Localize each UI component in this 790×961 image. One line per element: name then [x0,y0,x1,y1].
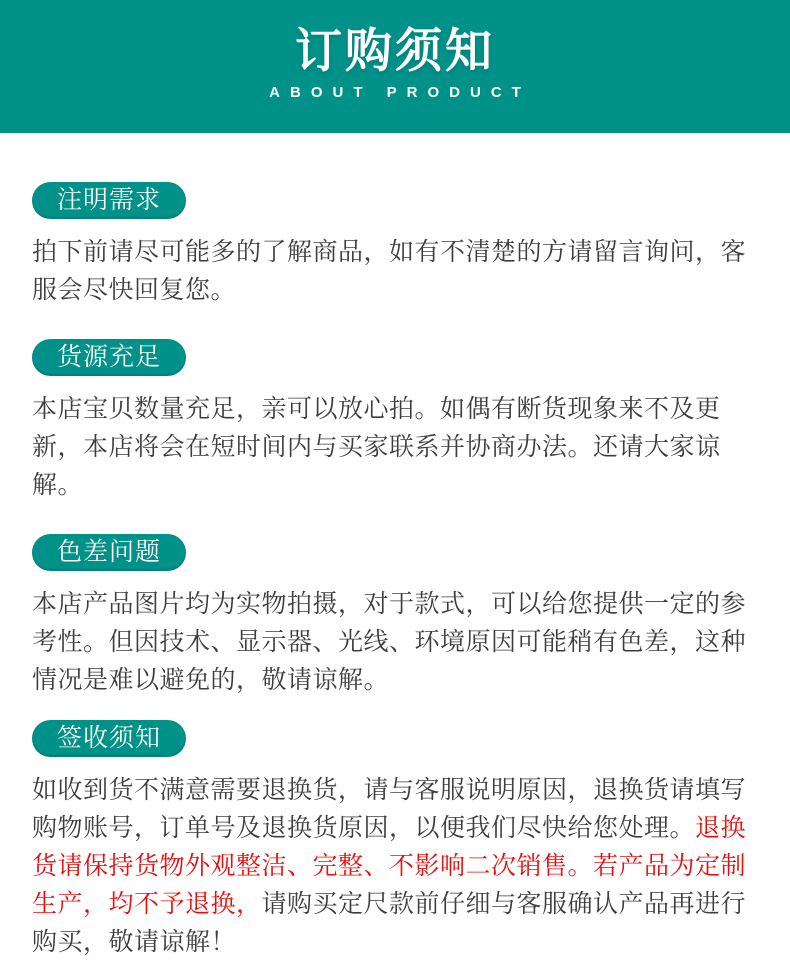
body-segment-warning: 退换货请保持货物外观整洁、完整、不影响二次销售。若产品为定制生产，均不予退换， [32,814,747,918]
body-segment-normal: 请购买定尺款前仔细与客服确认产品再进行购买，敬请谅解！ [32,890,747,956]
page-subtitle: ABOUT PRODUCT [269,84,531,101]
section-label-pill: 注明需求 [32,182,186,219]
notice-content [0,182,790,961]
section-sufficient-stock [32,339,758,504]
section-label-pill: 签收须知 [32,720,186,757]
section-label-pill: 货源充足 [32,339,186,376]
header-banner [0,0,790,133]
section-receipt-notice [32,720,758,961]
section-body-text [32,771,758,961]
section-body-text: 本店宝贝数量充足，亲可以放心拍。如偶有断货现象来不及更新，本店将会在短时间内与买家联系并协商办法。还请大家谅解。 [32,395,721,499]
section-body-text: 本店产品图片均为实物拍摄，对于款式，可以给您提供一定的参考性。但因技术、显示器、光线、环境原因可能稍有色差，这种情况是难以避免的，敬请谅解。 [32,590,747,694]
section-body-text: 拍下前请尽可能多的了解商品，如有不清楚的方请留言询问，客服会尽快回复您。 [32,238,747,304]
section-color-difference [32,534,758,699]
section-label-pill: 色差问题 [32,534,186,571]
section-note-requirements [32,182,758,309]
body-segment-normal: 如收到货不满意需要退换货，请与客服说明原因，退换货请填写购物账号，订单号及退换货原因，以便我们尽快给您处理。 [32,776,747,842]
page-title: 订购须知 [295,24,495,77]
